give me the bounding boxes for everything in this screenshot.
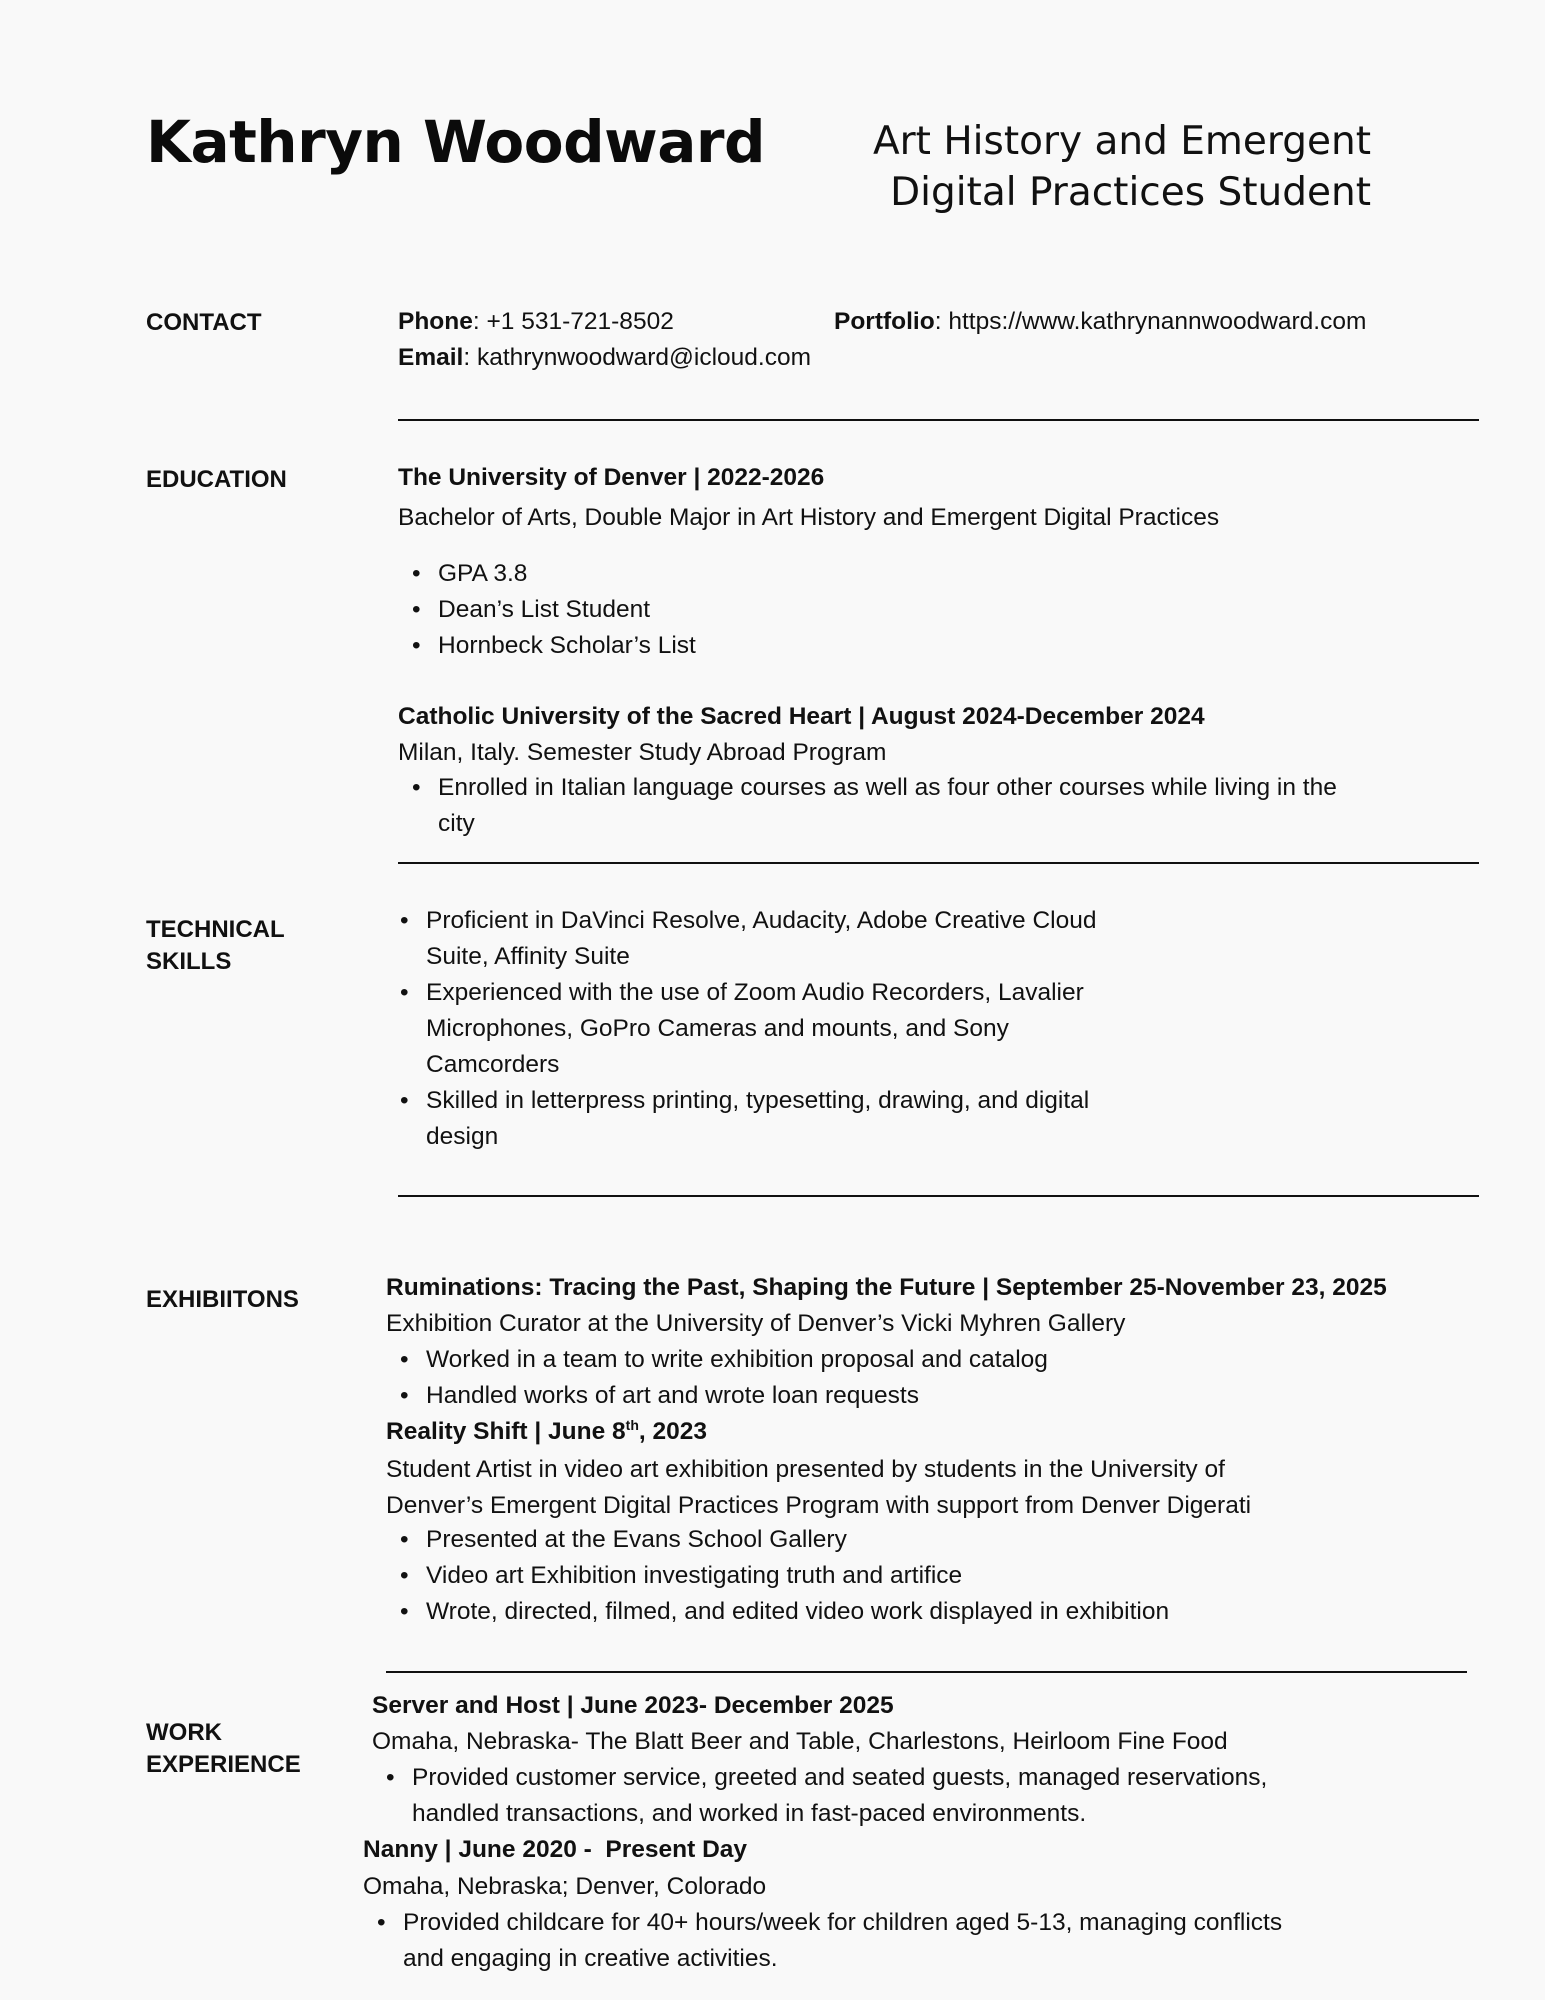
list-item: • Video art Exhibition investigating truth and artifice: [386, 1558, 1169, 1594]
education-heading: EDUCATION: [146, 466, 287, 493]
phone-label: Phone: [398, 308, 473, 335]
resume-name: Kathryn Woodward: [146, 108, 765, 176]
exhibitions-heading: EXHIBIITONS: [146, 1286, 299, 1313]
portfolio-link[interactable]: https://www.kathrynannwoodward.com: [948, 308, 1367, 335]
exhibition-bullets: [386, 1522, 1169, 1630]
divider: [398, 862, 1479, 864]
phone-value: +1 531-721-8502: [486, 308, 674, 335]
list-item: • Handled works of art and wrote loan requests: [386, 1378, 1048, 1414]
job-title: Nanny | June 2020 - Present Day: [363, 1836, 748, 1863]
list-item: • Enrolled in Italian language courses as well as four other courses while living in the city: [398, 770, 1358, 842]
skills-heading-line-2: SKILLS: [146, 948, 232, 975]
portfolio-line: Portfolio: https://www.kathrynannwoodward.com: [834, 308, 1367, 335]
list-item: • Presented at the Evans School Gallery: [386, 1522, 1169, 1558]
education-title: The University of Denver | 2022-2026: [398, 464, 825, 491]
exhibition-subtitle: Student Artist in video art exhibition presented by students in the University of Denver’s Emergent Digital Practices Program with support from Denver Digerati: [386, 1456, 1252, 1519]
portfolio-label: Portfolio: [834, 308, 935, 335]
education-subtitle: Bachelor of Arts, Double Major in Art History and Emergent Digital Practices: [398, 504, 1220, 531]
exhibition-bullets: [386, 1342, 1048, 1414]
education-subtitle: Milan, Italy. Semester Study Abroad Program: [398, 739, 887, 766]
exhibition-title: [386, 1414, 707, 1450]
skills-bullets: [386, 903, 1098, 1155]
list-item: • Hornbeck Scholar’s List: [398, 628, 696, 664]
skills-heading-line-1: TECHNICAL: [146, 916, 285, 943]
skills-heading: [146, 914, 285, 978]
email-link[interactable]: kathrynwoodward@icloud.com: [477, 344, 811, 371]
list-item: • Experienced with the use of Zoom Audio Recorders, Lavalier Microphones, GoPro Cameras and mounts, and Sony Camcorders: [386, 975, 1098, 1083]
job-location: Omaha, Nebraska- The Blatt Beer and Table, Charlestons, Heirloom Fine Food: [372, 1728, 1228, 1755]
divider: [398, 419, 1479, 421]
list-item: • Provided childcare for 40+ hours/week for children aged 5-13, managing conflicts and engaging in creative activities.: [363, 1905, 1323, 1977]
list-item: • GPA 3.8: [398, 556, 696, 592]
exhibition-title-year: , 2023: [638, 1418, 708, 1445]
title-line-2: Digital Practices Student: [890, 170, 1371, 215]
ordinal-suffix: th: [625, 1416, 639, 1433]
title-line-1: Art History and Emergent: [872, 119, 1371, 164]
list-item: • Worked in a team to write exhibition proposal and catalog: [386, 1342, 1048, 1378]
job-bullets: [372, 1760, 1312, 1832]
phone-line: Phone: +1 531-721-8502: [398, 308, 674, 335]
email-line: Email: kathrynwoodward@icloud.com: [398, 344, 811, 371]
list-item: • Wrote, directed, filmed, and edited video work displayed in exhibition: [386, 1594, 1169, 1630]
education-bullets: [398, 770, 1358, 842]
contact-heading: CONTACT: [146, 309, 262, 336]
list-item: • Skilled in letterpress printing, typesetting, drawing, and digital design: [386, 1083, 1098, 1155]
list-item: • Provided customer service, greeted and seated guests, managed reservations, handled transactions, and worked in fast-paced environments.: [372, 1760, 1312, 1832]
divider: [386, 1671, 1467, 1673]
education-bullets: [398, 556, 696, 664]
exhibition-subtitle: Exhibition Curator at the University of Denver’s Vicki Myhren Gallery: [386, 1310, 1126, 1337]
email-label: Email: [398, 344, 464, 371]
job-location: Omaha, Nebraska; Denver, Colorado: [363, 1873, 767, 1900]
list-item: • Proficient in DaVinci Resolve, Audacity, Adobe Creative Cloud Suite, Affinity Suite: [386, 903, 1098, 975]
work-heading: [146, 1717, 301, 1781]
work-heading-line-2: EXPERIENCE: [146, 1751, 301, 1778]
exhibition-title: Ruminations: Tracing the Past, Shaping the Future | September 25-November 23, 2025: [386, 1274, 1387, 1301]
job-title: Server and Host | June 2023- December 2025: [372, 1692, 894, 1719]
list-item: • Dean’s List Student: [398, 592, 696, 628]
work-heading-line-1: WORK: [146, 1719, 222, 1746]
job-bullets: [363, 1905, 1323, 1977]
resume-title: [873, 116, 1371, 218]
education-title: Catholic University of the Sacred Heart | August 2024-December 2024: [398, 703, 1205, 730]
divider: [398, 1195, 1479, 1197]
exhibition-title-text: Reality Shift | June 8: [386, 1418, 626, 1445]
